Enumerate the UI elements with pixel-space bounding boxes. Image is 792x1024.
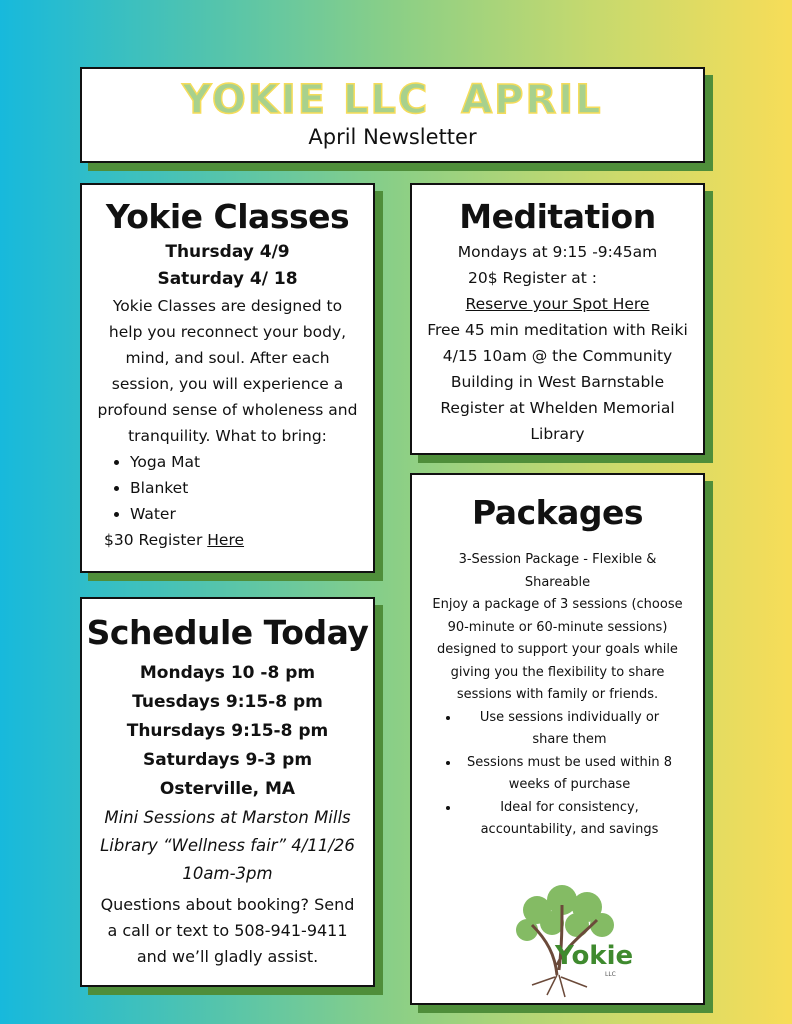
price-text: $30 Register (104, 531, 208, 550)
list-item: • Blanket (130, 475, 373, 501)
header-banner (80, 67, 705, 163)
list-item: • Yoga Mat (130, 449, 373, 475)
price-line (82, 527, 373, 553)
classes-heading: Yokie Classes (105, 197, 350, 236)
packages-heading: Packages (472, 493, 643, 532)
meditation-heading: Meditation (459, 197, 656, 236)
meditation-details: Free 45 min meditation with Reiki 4/15 10am @ the Community Building in West Barnstable Register at Whelden Memorial Library (427, 321, 688, 444)
yokie-logo (507, 885, 634, 1000)
packages-card (410, 473, 705, 1005)
class-date: Thursday 4/9 (165, 242, 290, 263)
schedule-hours: Thursdays 9:15-8 pm (126, 721, 329, 742)
schedule-hours: Mondays 10 -8 pm (139, 663, 316, 684)
contact-info: Questions about booking? Send a call or text to 508-941-9411 and we’ll gladly assist. (100, 895, 355, 967)
list-item: • Water (130, 501, 373, 527)
bring-list (82, 449, 373, 527)
package-benefits (412, 707, 703, 842)
schedule-heading: Schedule Today (86, 613, 369, 652)
event-info: Mini Sessions at Marston Mills Library “Wellness fair” 4/11/26 10am-3pm (100, 808, 355, 884)
logo-sub: LLC (605, 971, 616, 978)
location: Osterville, MA (159, 779, 296, 800)
schedule-hours: Tuesdays 9:15-8 pm (132, 692, 323, 713)
yokie-classes-card (80, 183, 375, 573)
newsletter-subtitle: April Newsletter (308, 125, 477, 149)
package-description: Enjoy a package of 3 sessions (choose 90-minute or 60-minute sessions) designed to support your goals while giving you the flexibility to share sessions with family or friends. (432, 597, 683, 703)
schedule-hours: Saturdays 9-3 pm (142, 750, 313, 771)
list-item: • Sessions must be used within 8 weeks of purchase (460, 752, 679, 797)
reserve-spot-link[interactable]: Reserve your Spot Here (465, 295, 650, 314)
logo-text: Yokie (555, 941, 634, 971)
package-intro: 3-Session Package - Flexible & Shareable (458, 552, 657, 590)
schedule-card (80, 597, 375, 987)
meditation-time: Mondays at 9:15 -9:45am (457, 243, 658, 262)
meditation-card (410, 183, 705, 455)
list-item: • Ideal for consistency, accountability, and savings (460, 797, 679, 842)
classes-description: Yokie Classes are designed to help you reconnect your body, mind, and soul. After each session, you will experience a profound sense of wholeness and tranquility. What to bring: (97, 297, 358, 446)
class-date: Saturday 4/ 18 (157, 269, 298, 290)
list-item: • Use sessions individually or share them (460, 707, 679, 752)
register-here-link[interactable]: Here (207, 531, 245, 550)
meditation-price: 20$ Register at : (468, 269, 597, 288)
newsletter-title: YOKIE LLC APRIL (182, 77, 603, 123)
